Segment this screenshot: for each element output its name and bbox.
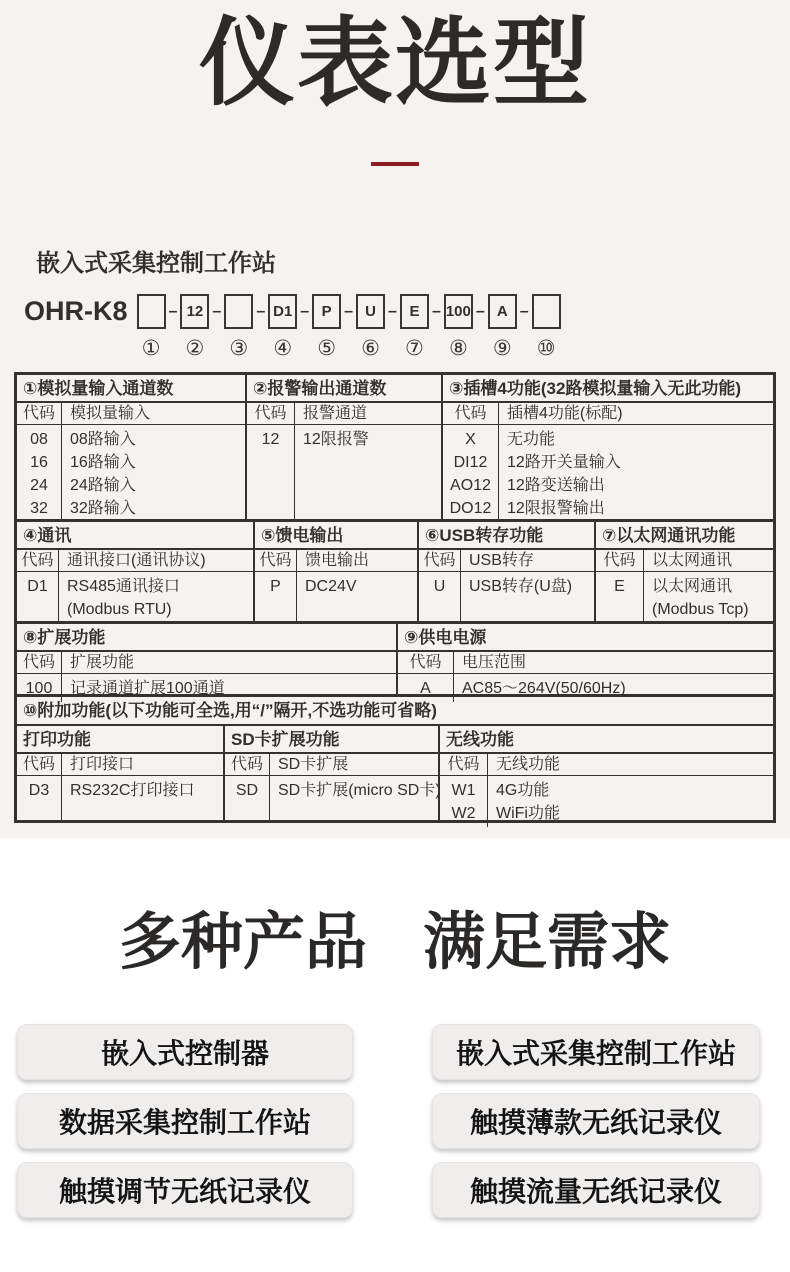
model-code-builder xyxy=(24,294,790,360)
desc-cells: 12限报警 xyxy=(303,431,369,448)
sub-section-title: 打印功能 xyxy=(17,726,223,754)
code-cells: 100 xyxy=(17,674,62,702)
model-dash: – xyxy=(256,302,266,320)
page-title: 仪表选型 xyxy=(199,10,591,117)
model-slot-box xyxy=(137,294,166,329)
model-slot-box: D1 xyxy=(268,294,297,329)
model-slot-index: ⑤ xyxy=(317,337,337,360)
model-slot-index: ⑥ xyxy=(361,337,380,360)
desc-cells: USB转存(U盘) xyxy=(469,578,573,595)
section-title: ⑦以太网通讯功能 xyxy=(596,522,773,550)
section-title: ①模拟量输入通道数 xyxy=(17,375,245,403)
section-title: ②报警输出通道数 xyxy=(247,375,441,403)
table-row-1 xyxy=(17,375,773,522)
desc-cells: AC85～264V(50/60Hz) xyxy=(462,680,626,697)
model-dash: – xyxy=(212,302,222,320)
column-header: 模拟量输入 xyxy=(62,403,245,425)
model-slot-box: U xyxy=(356,294,385,329)
station-label: 嵌入式采集控制工作站 xyxy=(36,250,276,277)
column-header: 通讯接口(通讯协议) xyxy=(59,550,253,572)
section-alarm-output xyxy=(247,375,443,519)
product-button-touch-flow-recorder[interactable]: 触摸流量无纸记录仪 xyxy=(432,1162,760,1218)
desc-cells: SD卡扩展(micro SD卡) xyxy=(278,782,441,799)
model-slot-index: ⑩ xyxy=(536,337,556,360)
column-header: 插槽4功能(标配) xyxy=(499,403,773,425)
code-cells: E xyxy=(596,572,644,623)
product-button-embedded-acquisition-station[interactable]: 嵌入式采集控制工作站 xyxy=(432,1024,760,1080)
section-sd-card xyxy=(225,726,440,820)
column-header: 电压范围 xyxy=(454,652,773,674)
desc-cells: RS485通讯接口 (Modbus RTU) xyxy=(67,578,180,618)
section-ethernet xyxy=(596,522,773,621)
section-title: ⑤馈电输出 xyxy=(255,522,417,550)
column-header: 无线功能 xyxy=(488,754,773,776)
code-cells: SD xyxy=(225,776,270,820)
model-slot-index: ③ xyxy=(229,337,249,360)
section-title: ⑥USB转存功能 xyxy=(419,522,594,550)
model-slot-10 xyxy=(531,294,562,360)
model-prefix: OHR-K8 xyxy=(24,296,128,326)
selection-table xyxy=(14,372,776,823)
column-header: USB转存 xyxy=(461,550,594,572)
product-button-touch-slim-recorder[interactable]: 触摸薄款无纸记录仪 xyxy=(432,1093,760,1149)
code-header: 代码 xyxy=(255,550,297,572)
code-header: 代码 xyxy=(225,754,270,776)
section-additional-title: ⑩附加功能(以下功能可全选,用“/”隔开,不选功能可省略) xyxy=(17,697,773,726)
section-wireless xyxy=(440,726,773,820)
code-cells: D1 xyxy=(17,572,59,623)
code-header: 代码 xyxy=(398,652,454,674)
code-cells: 12 xyxy=(247,425,295,519)
products-heading-left: 多种产品 xyxy=(118,908,367,977)
table-row-3 xyxy=(17,624,773,697)
code-cells: P xyxy=(255,572,297,621)
model-slot-index: ⑧ xyxy=(448,337,468,360)
product-buttons xyxy=(17,1024,760,1218)
sub-section-title: 无线功能 xyxy=(440,726,773,754)
column-header: 扩展功能 xyxy=(62,652,396,674)
section-title: ④通讯 xyxy=(17,522,253,550)
code-cells: A xyxy=(398,674,454,702)
section-usb-transfer xyxy=(419,522,596,621)
model-dash: – xyxy=(168,302,178,320)
model-dash: – xyxy=(519,302,529,320)
table-row-4 xyxy=(17,697,773,820)
model-slot-2 xyxy=(179,294,210,360)
column-header: SD卡扩展 xyxy=(270,754,438,776)
model-slot-7 xyxy=(399,294,430,360)
product-button-embedded-controller[interactable]: 嵌入式控制器 xyxy=(17,1024,353,1080)
model-slot-box: 12 xyxy=(180,294,209,329)
column-header: 报警通道 xyxy=(295,403,441,425)
model-slot-box: E xyxy=(400,294,429,329)
column-header: 馈电输出 xyxy=(297,550,417,572)
red-divider xyxy=(371,162,419,166)
code-header: 代码 xyxy=(17,550,59,572)
section-communication xyxy=(17,522,255,621)
model-slot-5 xyxy=(311,294,342,360)
desc-cells: 08路输入 16路输入 24路输入 32路输入 xyxy=(70,431,136,517)
model-dash: – xyxy=(431,302,441,320)
table-row-2 xyxy=(17,522,773,624)
column-header: 以太网通讯 xyxy=(644,550,773,572)
model-slot-box xyxy=(224,294,253,329)
code-header: 代码 xyxy=(443,403,499,425)
column-header: 打印接口 xyxy=(62,754,223,776)
section-print xyxy=(17,726,225,820)
model-slot-index: ④ xyxy=(273,337,293,360)
code-cells: X DI12 AO12 DO12 xyxy=(443,425,499,522)
desc-cells: 以太网通讯 (Modbus Tcp) xyxy=(652,578,749,618)
code-header: 代码 xyxy=(596,550,644,572)
model-slot-index: ② xyxy=(185,337,205,360)
desc-cells: RS232C打印接口 xyxy=(70,782,195,799)
product-button-touch-adjust-recorder[interactable]: 触摸调节无纸记录仪 xyxy=(17,1162,353,1218)
model-slot-4 xyxy=(267,294,298,360)
code-header: 代码 xyxy=(247,403,295,425)
sub-section-title: SD卡扩展功能 xyxy=(225,726,438,754)
code-cells: U xyxy=(419,572,461,621)
model-slot-index: ⑨ xyxy=(492,337,512,360)
products-heading xyxy=(0,838,790,977)
section-title: ⑨供电电源 xyxy=(398,624,773,652)
model-dash: – xyxy=(344,302,354,320)
desc-cells: DC24V xyxy=(305,578,357,595)
products-heading-right: 满足需求 xyxy=(423,908,672,977)
code-cells: 08 16 24 32 xyxy=(17,425,62,522)
section-analog-input xyxy=(17,375,247,519)
products-section xyxy=(0,838,790,1267)
model-slot-index: ① xyxy=(141,337,161,360)
code-header: 代码 xyxy=(419,550,461,572)
code-cells: W1 W2 xyxy=(440,776,488,827)
product-button-data-acquisition-station[interactable]: 数据采集控制工作站 xyxy=(17,1093,353,1149)
desc-cells: 4G功能 WiFi功能 xyxy=(496,782,560,822)
model-slot-9 xyxy=(487,294,518,360)
code-header: 代码 xyxy=(17,403,62,425)
section-title: ③插槽4功能(32路模拟量输入无此功能) xyxy=(443,375,773,403)
model-slot-3 xyxy=(223,294,254,360)
code-header: 代码 xyxy=(440,754,488,776)
section-slot4-function xyxy=(443,375,773,519)
section-feed-output xyxy=(255,522,419,621)
model-slot-index: ⑦ xyxy=(405,337,424,360)
code-header: 代码 xyxy=(17,754,62,776)
section-power-supply xyxy=(398,624,773,697)
model-dash: – xyxy=(388,302,397,320)
model-slot-box: 100 xyxy=(444,294,473,329)
model-slot-box: P xyxy=(312,294,341,329)
section-title: ⑧扩展功能 xyxy=(17,624,396,652)
model-slot-8 xyxy=(443,294,474,360)
code-cells: D3 xyxy=(17,776,62,820)
model-slot-6 xyxy=(355,294,386,360)
model-dash: – xyxy=(300,302,310,320)
model-slot-1 xyxy=(136,294,167,360)
model-slot-box xyxy=(532,294,561,329)
desc-cells: 无功能 12路开关量输入 12路变送输出 12限报警输出 xyxy=(507,431,621,517)
section-expansion xyxy=(17,624,398,697)
model-dash: – xyxy=(475,302,485,320)
desc-cells: 记录通道扩展100通道 xyxy=(70,680,225,697)
model-slot-box: A xyxy=(488,294,517,329)
code-header: 代码 xyxy=(17,652,62,674)
